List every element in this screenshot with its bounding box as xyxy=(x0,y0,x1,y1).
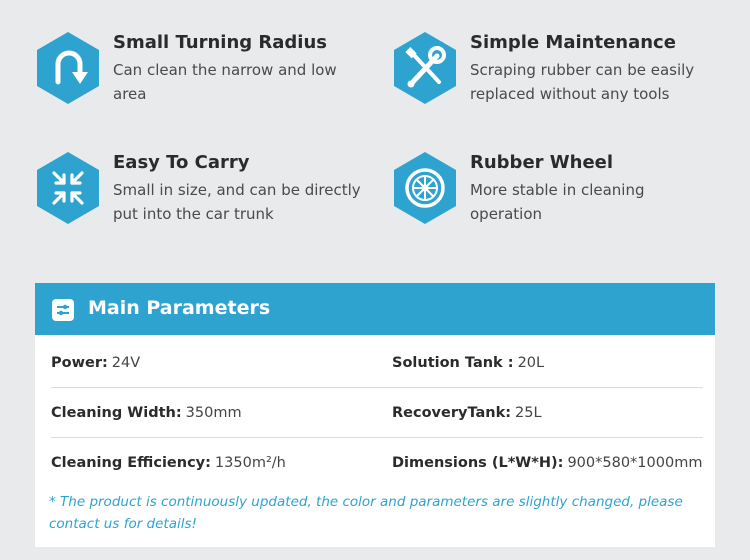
parameter-solution-tank xyxy=(392,338,544,388)
parameter-key: RecoveryTank: xyxy=(392,405,512,421)
parameter-value: 1350m²/h xyxy=(214,455,286,471)
feature-easy-to-carry xyxy=(34,150,364,230)
disclaimer-note: * The product is continuously updated, the color and parameters are slightly changed, please contact us for details! xyxy=(49,494,683,532)
wrench-screwdriver-icon xyxy=(391,30,459,106)
feature-title: Simple Maintenance xyxy=(470,32,676,53)
parameter-key: Dimensions (L*W*H): xyxy=(392,455,564,471)
sliders-icon xyxy=(52,299,74,321)
wheel-icon xyxy=(391,150,459,226)
parameter-cleaning-efficiency xyxy=(51,438,286,488)
parameter-key: Cleaning Width: xyxy=(51,405,182,421)
parameter-value: 20L xyxy=(517,355,545,371)
feature-description: More stable in cleaning operation xyxy=(470,181,645,223)
parameter-key: Solution Tank : xyxy=(392,355,514,371)
parameter-value: 24V xyxy=(111,355,141,371)
main-parameters-panel xyxy=(35,283,715,547)
feature-description: Small in size, and can be directly put into the car trunk xyxy=(113,181,361,223)
parameter-key: Power: xyxy=(51,355,108,371)
u-turn-arrow-icon xyxy=(34,30,102,106)
parameter-row xyxy=(51,388,703,438)
parameter-row xyxy=(51,338,703,388)
parameter-row xyxy=(51,438,703,488)
parameter-recovery-tank xyxy=(392,388,542,438)
feature-simple-maintenance xyxy=(391,30,721,110)
feature-rubber-wheel xyxy=(391,150,721,230)
feature-description: Scraping rubber can be easily replaced without any tools xyxy=(470,61,695,103)
feature-description: Can clean the narrow and low area xyxy=(113,61,337,103)
parameter-value: 350mm xyxy=(185,405,242,421)
parameter-cleaning-width xyxy=(51,388,242,438)
parameter-value: 25L xyxy=(515,405,542,421)
parameter-power xyxy=(51,338,140,388)
parameter-key: Cleaning Efficiency: xyxy=(51,455,211,471)
compress-arrows-icon xyxy=(34,150,102,226)
parameters-header xyxy=(35,283,715,335)
feature-title: Rubber Wheel xyxy=(470,152,614,173)
parameter-value: 900*580*1000mm xyxy=(567,455,703,471)
parameters-title: Main Parameters xyxy=(88,297,271,319)
feature-title: Easy To Carry xyxy=(113,152,250,173)
feature-small-turning-radius xyxy=(34,30,364,110)
feature-title: Small Turning Radius xyxy=(113,32,328,53)
parameter-dimensions xyxy=(392,438,702,488)
